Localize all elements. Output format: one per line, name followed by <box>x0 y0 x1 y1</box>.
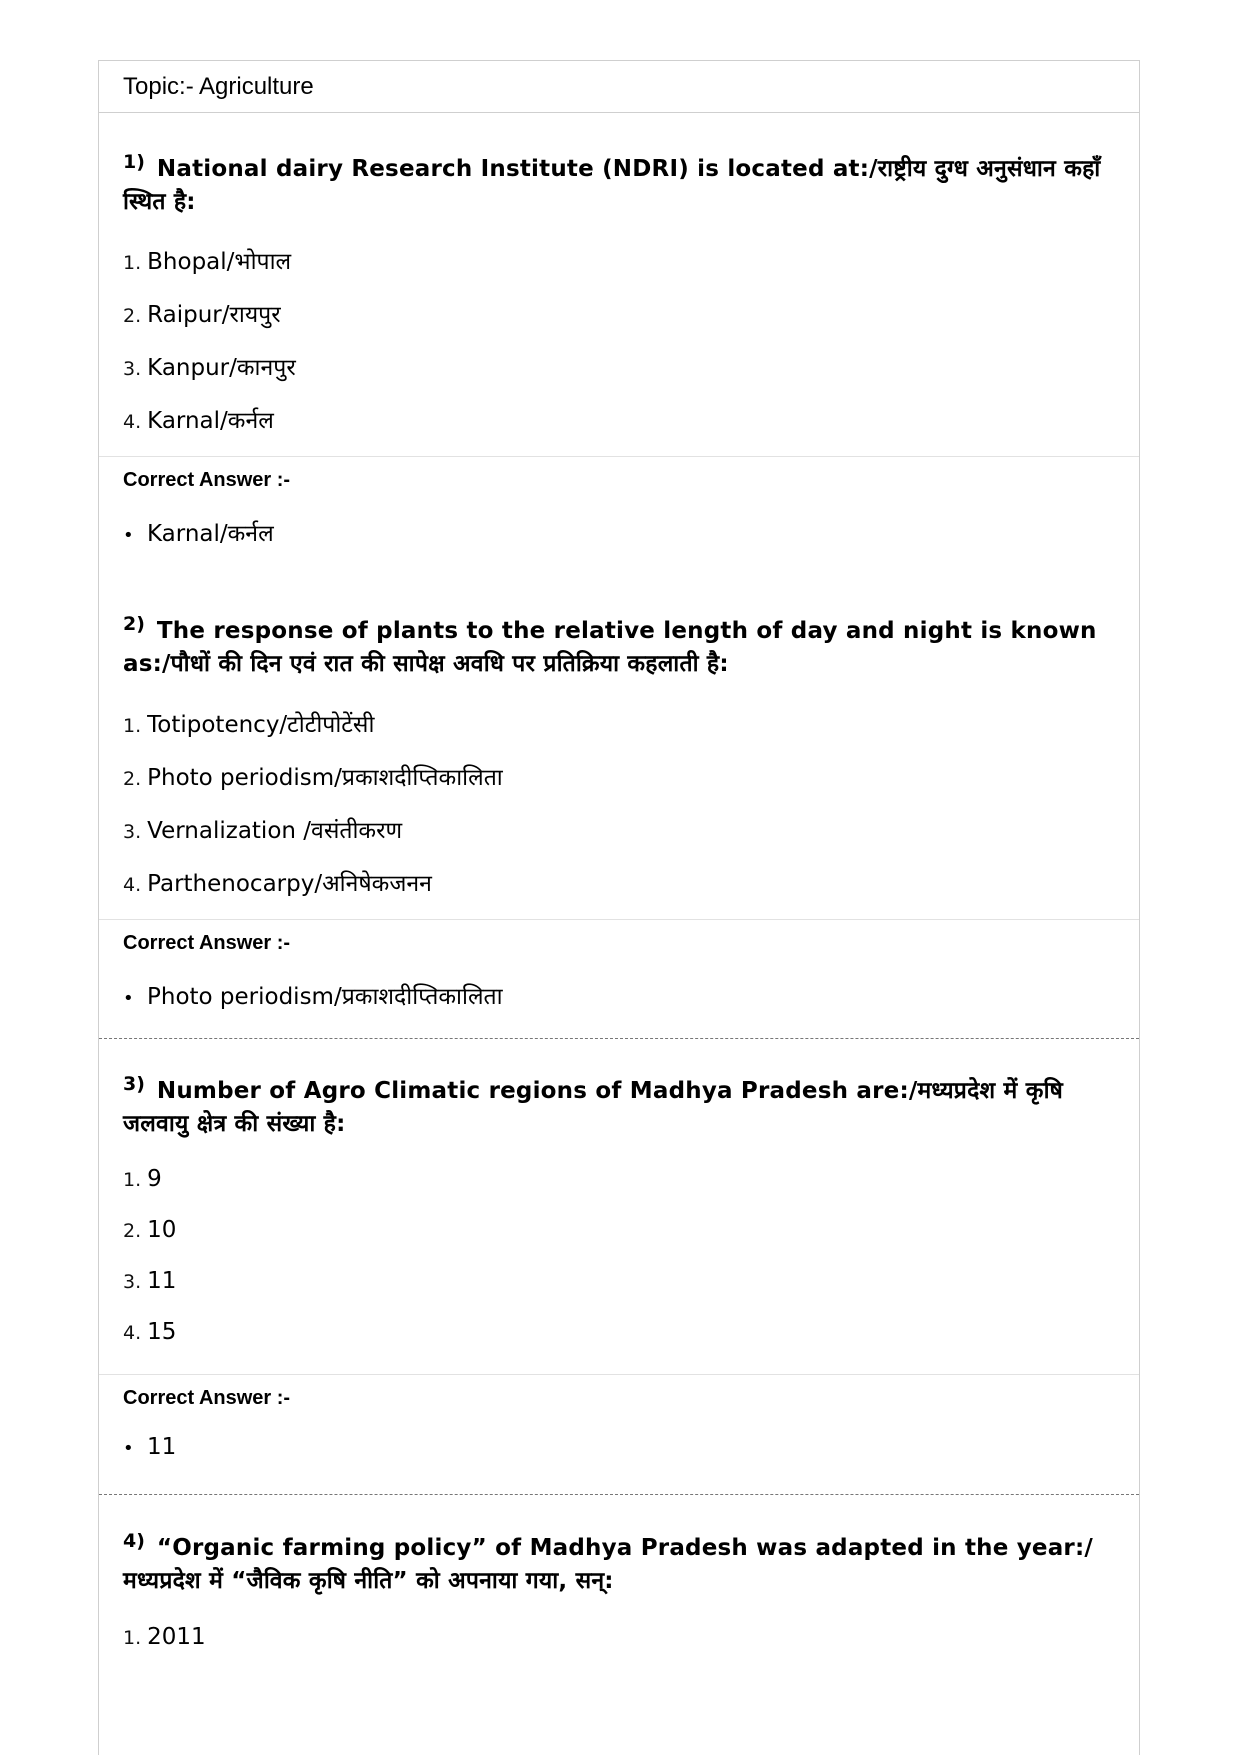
correct-answer-label: Correct Answer :- <box>123 469 291 491</box>
question-paper-frame <box>98 60 1140 1755</box>
option-2: 2. 10 <box>123 1217 177 1243</box>
divider <box>99 1374 1139 1375</box>
correct-answer: • 11 <box>123 1434 177 1460</box>
question-text: The response of plants to the relative length of day and night is known as:/पौधों की दिन एवं रात की सापेक्ष अवधि पर प्रतिक्रिया कहलाती है: <box>123 618 1097 677</box>
question-2 <box>123 615 1123 681</box>
option-3: 3. Kanpur/कानपुर <box>123 355 296 381</box>
correct-answer-label: Correct Answer :- <box>123 932 291 954</box>
question-number: 3) <box>123 1073 145 1095</box>
option-3: 3. Vernalization /वसंतीकरण <box>123 818 403 844</box>
option-1: 1. 9 <box>123 1166 162 1192</box>
question-1 <box>123 153 1123 219</box>
question-text: National dairy Research Institute (NDRI) is located at:/राष्ट्रीय दुग्ध अनुसंधान कहाँ स्थित है: <box>123 156 1101 215</box>
question-text: Number of Agro Climatic regions of Madhya Pradesh are:/मध्यप्रदेश में कृषि जलवायु क्षेत्र की संख्या है: <box>123 1078 1064 1137</box>
question-separator <box>99 1038 1139 1039</box>
option-4: 4. Karnal/कर्नल <box>123 408 274 434</box>
option-2: 2. Raipur/रायपुर <box>123 302 281 328</box>
correct-answer-label: Correct Answer :- <box>123 1387 291 1409</box>
question-4 <box>123 1532 1123 1598</box>
question-number: 2) <box>123 613 145 635</box>
correct-answer: • Karnal/कर्नल <box>123 521 274 547</box>
option-1: 1. Bhopal/भोपाल <box>123 249 292 275</box>
option-3: 3. 11 <box>123 1268 177 1294</box>
divider <box>99 919 1139 920</box>
divider <box>99 456 1139 457</box>
question-text: “Organic farming policy” of Madhya Pradesh was adapted in the year:/ मध्यप्रदेश में “जैविक कृषि नीति” को अपनाया गया, सन्: <box>123 1535 1093 1594</box>
option-1: 1. 2011 <box>123 1624 206 1650</box>
option-2: 2. Photo periodism/प्रकाशदीप्तिकालिता <box>123 765 503 791</box>
question-separator <box>99 1494 1139 1495</box>
correct-answer: • Photo periodism/प्रकाशदीप्तिकालिता <box>123 984 503 1010</box>
question-3 <box>123 1075 1123 1141</box>
option-4: 4. 15 <box>123 1319 177 1345</box>
option-4: 4. Parthenocarpy/अनिषेकजनन <box>123 871 432 897</box>
question-number: 1) <box>123 151 145 173</box>
topic-header: Topic:- Agriculture <box>99 61 1139 113</box>
option-1: 1. Totipotency/टोटीपोटेंसी <box>123 712 375 738</box>
question-number: 4) <box>123 1530 145 1552</box>
